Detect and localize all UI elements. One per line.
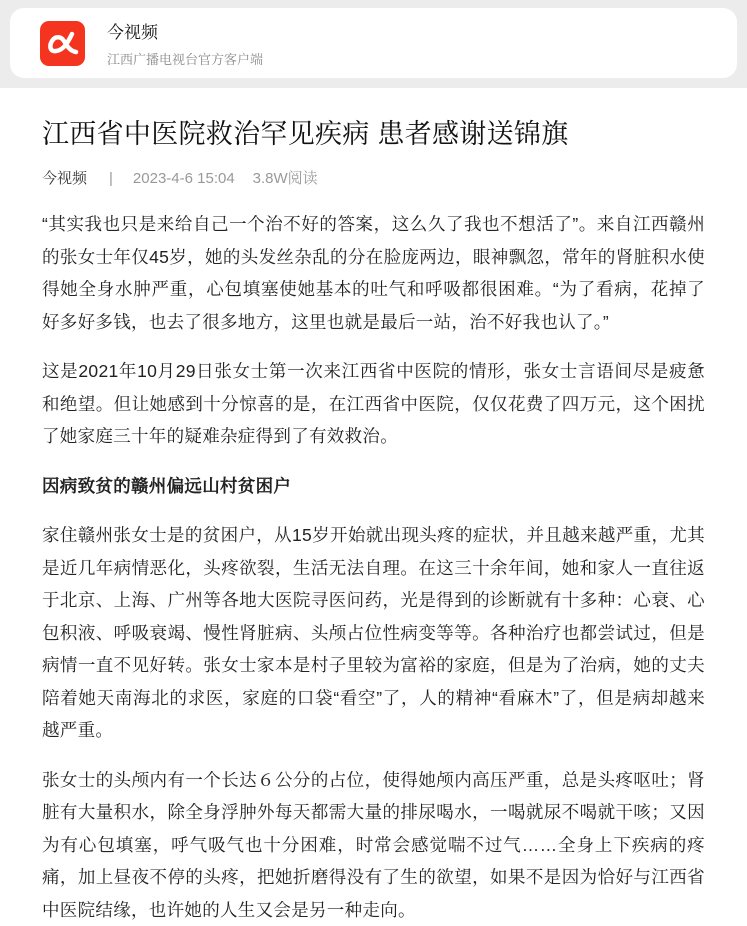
paragraph: “其实我也只是来给自己一个治不好的答案，这么久了我也不想活了”。来自江西赣州的张女士年仅45岁，她的头发丝杂乱的分在脸庞两边，眼神飘忽，常年的肾脏积水使得她全身水肿严重，心包填塞使她基本的吐气和呼吸都很困难。“为了看病，花掉了好多好多钱，也去了很多地方，这里也就是最后一站，治不好我也认了。”	[42, 208, 705, 338]
alpha-logo-icon	[40, 21, 85, 66]
section-heading: 因病致贫的赣州偏远山村贫困户	[42, 470, 705, 503]
article	[0, 112, 747, 926]
article-body	[42, 208, 705, 926]
app-banner	[0, 0, 747, 88]
read-count: 3.8W阅读	[253, 170, 318, 187]
app-card[interactable]	[10, 8, 737, 78]
article-source[interactable]: 今视频	[42, 170, 87, 187]
article-meta	[42, 167, 705, 188]
publish-time: 2023-4-6 15:04	[133, 170, 235, 187]
paragraph: 这是2021年10月29日张女士第一次来江西省中医院的情形，张女士言语间尽是疲惫和绝望。但让她感到十分惊喜的是，在江西省中医院，仅仅花费了四万元，这个困扰了她家庭三十年的疑难杂症得到了有效救治。	[42, 355, 705, 453]
meta-separator: |	[109, 170, 113, 187]
article-title: 江西省中医院救治罕见疾病 患者感谢送锦旗	[42, 112, 705, 151]
paragraph: 张女士的头颅内有一个长达６公分的占位，使得她颅内高压严重，总是头疼呕吐；肾脏有大量积水，除全身浮肿外每天都需大量的排尿喝水，一喝就尿不喝就干咳；又因为有心包填塞，呼气吸气也十分困难，时常会感觉喘不过气……全身上下疾病的疼痛，加上昼夜不停的头疼，把她折磨得没有了生的欲望，如果不是因为恰好与江西省中医院结缘，也许她的人生又会是另一种走向。	[42, 764, 705, 926]
app-subtitle: 江西广播电视台官方客户端	[107, 49, 263, 68]
paragraph: 家住赣州张女士是的贫困户，从15岁开始就出现头疼的症状，并且越来越严重，尤其是近几年病情恶化，头疼欲裂，生活无法自理。在这三十余年间，她和家人一直往返于北京、上海、广州等各地大医院寻医问药，光是得到的诊断就有十多种：心衰、心包积液、呼吸衰竭、慢性肾脏病、头颅占位性病变等等。各种治疗也都尝试过，但是病情一直不见好转。张女士家本是村子里较为富裕的家庭，但是为了治病，她的丈夫陪着她天南海北的求医，家庭的口袋“看空”了，人的精神“看麻木”了，但是病却越来越严重。	[42, 519, 705, 747]
app-name: 今视频	[107, 18, 263, 43]
